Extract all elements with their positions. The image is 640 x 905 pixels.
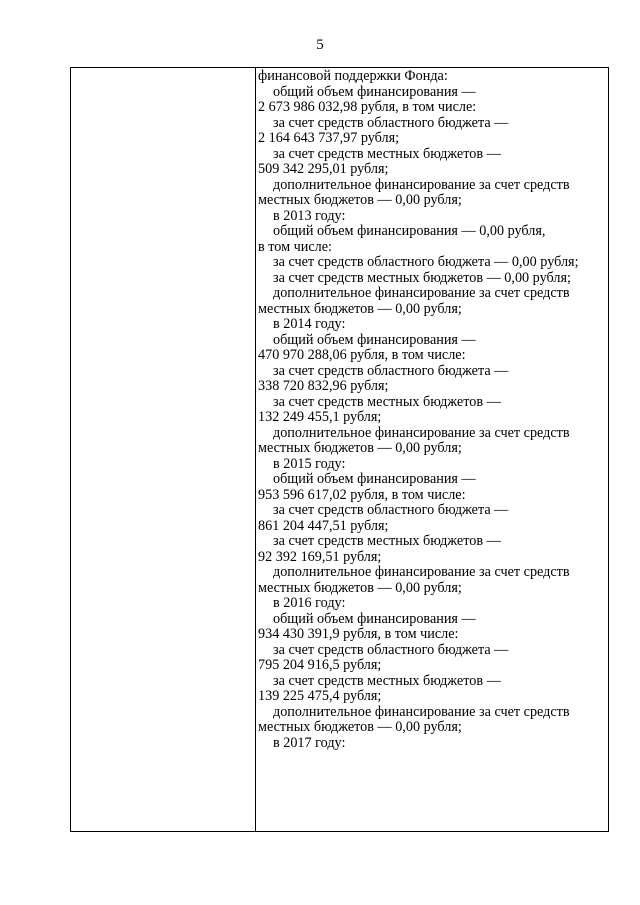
text-line: в 2013 году: <box>273 207 346 224</box>
text-line: общий объем финансирования — <box>273 83 476 100</box>
text-line: за счет средств местных бюджетов — <box>273 145 501 162</box>
text-line: за счет средств областного бюджета — <box>273 641 509 658</box>
text-line: местных бюджетов — 0,00 рубля; <box>258 192 462 208</box>
text-line: за счет средств областного бюджета — 0,00 рубля; <box>273 254 579 270</box>
text-line: в 2014 году: <box>273 316 346 332</box>
text-line: за счет средств местных бюджетов — <box>273 672 501 689</box>
text-line: за счет средств местных бюджетов — <box>273 393 501 410</box>
text-line: общий объем финансирования — <box>273 471 476 487</box>
text-line: за счет средств местных бюджетов — 0,00 рубля; <box>273 269 571 286</box>
text-line: дополнительное финансирование за счет средств <box>273 285 570 301</box>
text-line: местных бюджетов — 0,00 рубля; <box>258 579 462 596</box>
text-line: в 2017 году: <box>273 734 346 751</box>
text-line: местных бюджетов — 0,00 рубля; <box>258 300 462 317</box>
text-line: 861 204 447,51 рубля; <box>258 517 389 534</box>
text-line: дополнительное финансирование за счет средств <box>273 176 570 193</box>
text-line: в том числе: <box>258 238 332 255</box>
text-line: общий объем финансирования — 0,00 рубля, <box>273 223 546 239</box>
text-line: в 2015 году: <box>273 455 346 472</box>
text-line: за счет средств областного бюджета — <box>273 362 509 379</box>
text-line: 470 970 288,06 рубля, в том числе: <box>258 347 466 363</box>
text-line: дополнительное финансирование за счет средств <box>273 424 570 441</box>
text-line: в 2016 году: <box>273 595 346 611</box>
text-line: 92 392 169,51 рубля; <box>258 548 382 565</box>
text-line: 338 720 832,96 рубля; <box>258 378 389 394</box>
text-line: за счет средств областного бюджета — <box>273 114 509 131</box>
text-line: местных бюджетов — 0,00 рубля; <box>258 719 462 735</box>
column-divider <box>255 68 256 831</box>
text-line: 132 249 455,1 рубля; <box>258 409 382 425</box>
text-line: дополнительное финансирование за счет средств <box>273 703 570 720</box>
text-line: 934 430 391,9 рубля, в том числе: <box>258 626 459 642</box>
text-line: общий объем финансирования — <box>273 331 476 348</box>
text-line: за счет средств местных бюджетов — <box>273 533 501 549</box>
text-line: 509 342 295,01 рубля; <box>258 161 389 177</box>
text-line: 139 225 475,4 рубля; <box>258 688 382 704</box>
text-line: 795 204 916,5 рубля; <box>258 657 382 673</box>
text-line: 2 164 643 737,97 рубля; <box>258 130 400 146</box>
document-table <box>70 67 609 832</box>
text-line: финансовой поддержки Фонда: <box>258 68 448 84</box>
text-line: местных бюджетов — 0,00 рубля; <box>258 440 462 456</box>
table-cell-content <box>258 69 606 751</box>
text-line: 953 596 617,02 рубля, в том числе: <box>258 486 466 503</box>
text-line: 2 673 986 032,98 рубля, в том числе: <box>258 99 477 115</box>
text-line: дополнительное финансирование за счет средств <box>273 564 570 580</box>
page-number: 5 <box>316 37 324 53</box>
text-line: за счет средств областного бюджета — <box>273 502 509 518</box>
text-line: общий объем финансирования — <box>273 610 476 627</box>
